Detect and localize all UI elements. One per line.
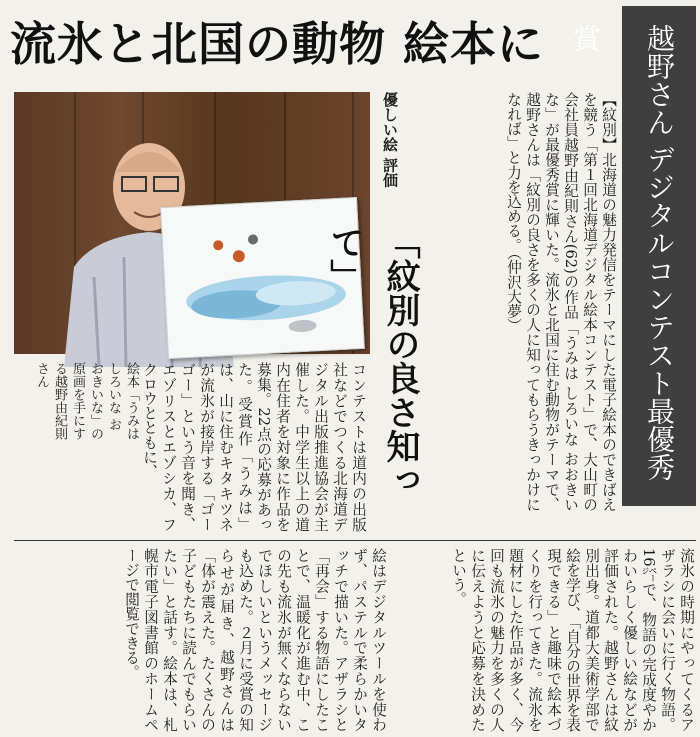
subheadline: 優しい絵 評価 <box>381 92 399 188</box>
body-upper-column: コンテストは道内の出版社などでつくる北海道デジタル出版推進協会が主催した。中学生以上の道内在住者を対象に作品を募集。22点の応募があった。受賞作「うみは」は、山に住むキタキツネが流氷が接岸する「ゴーゴー」という音を聞き、エゾリスとエゾシカ、フクロウとともに、 <box>141 362 367 532</box>
body-lower-right-column: 流氷の時期にやってくるアザラシに会いに行く物語。16㌻で、物語の完成度やかわいらしく優しい絵などが評価された。越野さんは紋別出身。道都大美術学部で絵を学び、「自分の世界を表現できる」と趣味で絵本づくりを行ってきた。流氷を題材にした作品が多く、今回も流氷の魅力を多くの人に伝えようと応募を決めたという。 <box>450 548 695 732</box>
photo-caption: 絵本「うみは しろいな おおきいな」の原画を手にする越野由紀則さん <box>34 362 139 440</box>
article-photo <box>14 92 370 354</box>
side-banner: 越野さん デジタルコンテスト最優秀賞 <box>622 6 696 506</box>
body-lower-left-column: 絵はデジタルツールを使わず、パステルで柔らかいタッチで描いた。アザラシと「再会」する物語にしたことで、温暖化が進む中、この先も流氷が無くならないでほしいというメッセージも込めた。２月に受賞の知らせが届き、越野さんは「体が震えた。たくさんの子どもたちに読んでもらいたい」と話す。絵本は、札幌市電子図書館のホームページで閲覧できる。 <box>123 548 387 732</box>
lead-paragraph: 【紋別】北海道の魅力発信をテーマにした電子絵本のできばえを競う「第１回北海道デジタル絵本コンテスト」で、大山町の会社員越野由紀則さん(62)の作品「うみは しろいな おおきいな」が最優秀賞に輝いた。流氷と北国に住む動物がテーマで、越野さんは「紋別の良さを多くの人に知ってもらうきっかけになれば」と力を込める。（仲沢大夢） <box>505 92 617 512</box>
headline: 流氷と北国の動物 絵本に <box>10 17 545 71</box>
column-divider <box>14 540 696 541</box>
quote-headline: 「紋別の良さ知って」 <box>324 225 420 497</box>
